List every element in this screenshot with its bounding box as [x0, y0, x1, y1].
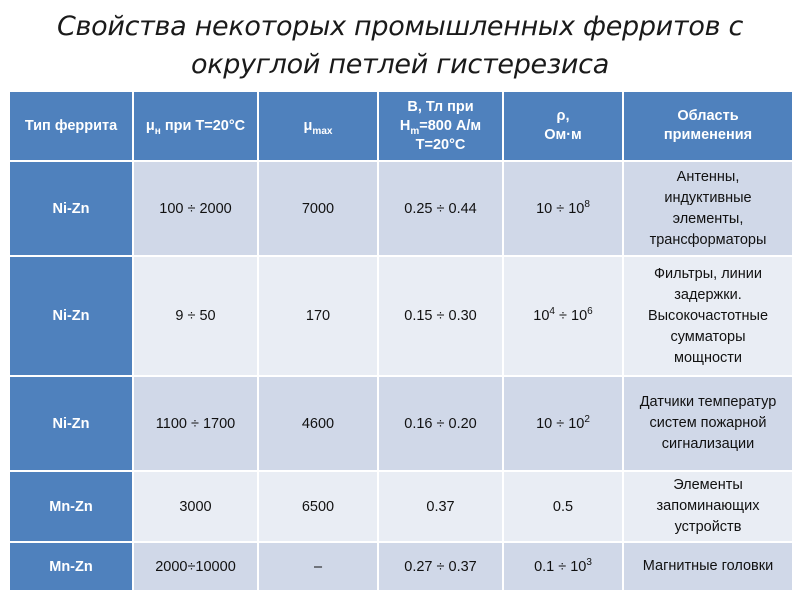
- cell-application: [623, 376, 793, 471]
- cell-resistivity: [503, 161, 623, 256]
- cell-mu-max: 4600: [258, 376, 378, 471]
- header-label: применения: [663, 127, 753, 143]
- cell-mu-max: 7000: [258, 161, 378, 256]
- resistivity-exponent: 8: [584, 198, 590, 210]
- cell-ferrite-type: Ni-Zn: [9, 376, 133, 471]
- ferrites-table: [8, 90, 794, 592]
- header-label: ρ,: [556, 108, 570, 124]
- slide-title-line-2: округлой петлей гистерезиса: [191, 49, 609, 80]
- application-line: индуктивные: [664, 189, 752, 206]
- application-line: сумматоры: [670, 328, 746, 345]
- header-induction: [378, 91, 503, 161]
- cell-resistivity: 0.5: [503, 471, 623, 542]
- application-line: задержки.: [674, 286, 742, 303]
- cell-induction: 0.27 ÷ 0.37: [378, 542, 503, 591]
- header-ferrite-type: [9, 91, 133, 161]
- cell-induction: 0.25 ÷ 0.44: [378, 161, 503, 256]
- header-label: Ом·м: [544, 127, 582, 143]
- header-label: [383, 117, 498, 136]
- header-subscript: max: [312, 125, 333, 137]
- cell-mu-initial: 2000÷10000: [133, 542, 258, 591]
- header-label: H: [399, 117, 411, 134]
- resistivity-exponent: 6: [587, 306, 593, 318]
- cell-ferrite-type: Ni-Zn: [9, 256, 133, 376]
- application-line: трансформаторы: [649, 231, 767, 248]
- application-line: мощности: [673, 349, 743, 366]
- resistivity-value: 10 ÷ 10: [536, 200, 585, 217]
- header-resistivity: [503, 91, 623, 161]
- resistivity-exponent: 2: [584, 413, 590, 425]
- application-line: Антенны,: [676, 168, 740, 185]
- cell-application: [623, 542, 793, 591]
- resistivity-value: ÷ 10: [554, 308, 588, 324]
- resistivity-value: 0.1 ÷ 10: [534, 558, 587, 575]
- cell-mu-max: –: [258, 542, 378, 591]
- table-row: [9, 376, 793, 471]
- application-line: элементы,: [672, 210, 744, 227]
- header-mu-max: [258, 91, 378, 161]
- table-row: [9, 161, 793, 256]
- application-line: сигнализации: [661, 436, 755, 452]
- application-line: запоминающих: [656, 498, 760, 514]
- header-label: T=20°C: [415, 136, 466, 153]
- slide-title: [0, 8, 800, 84]
- cell-ferrite-type: Mn-Zn: [9, 471, 133, 542]
- cell-induction: 0.15 ÷ 0.30: [378, 256, 503, 376]
- header-label: μ: [145, 117, 155, 134]
- cell-ferrite-type: Mn-Zn: [9, 542, 133, 591]
- header-label: Область: [677, 108, 739, 124]
- header-label: μ: [303, 117, 313, 134]
- cell-mu-initial: 9 ÷ 50: [133, 256, 258, 376]
- header-label: при T=20°C: [160, 117, 246, 134]
- header-label: =800 А/м: [419, 117, 482, 134]
- header-label: Тип феррита: [24, 117, 118, 134]
- cell-mu-max: 170: [258, 256, 378, 376]
- cell-application: [623, 471, 793, 542]
- resistivity-exponent: 3: [586, 556, 592, 568]
- resistivity-value: 10 ÷ 10: [536, 415, 585, 432]
- resistivity-value: 10: [533, 308, 550, 324]
- resistivity-exponent: 4: [549, 306, 555, 318]
- cell-application: [623, 161, 793, 256]
- cell-mu-initial: 3000: [133, 471, 258, 542]
- cell-mu-initial: 1100 ÷ 1700: [133, 376, 258, 471]
- application-line: устройств: [674, 519, 742, 535]
- cell-induction: 0.16 ÷ 0.20: [378, 376, 503, 471]
- application-line: Высокочастотные: [647, 307, 769, 324]
- header-application: [623, 91, 793, 161]
- application-line: Элементы: [673, 477, 743, 493]
- cell-induction: 0.37: [378, 471, 503, 542]
- table-row: [9, 471, 793, 542]
- header-subscript: m: [410, 125, 420, 137]
- application-line: Фильтры, линии: [654, 265, 762, 282]
- cell-resistivity: [503, 542, 623, 591]
- header-subscript: н: [154, 125, 161, 137]
- cell-resistivity: [503, 256, 623, 376]
- header-label: B, Тл при: [407, 98, 474, 115]
- table-row: [9, 256, 793, 376]
- slide-title-line-1: Свойства некоторых промышленных ферритов с: [56, 11, 744, 42]
- table-row: [9, 542, 793, 591]
- cell-application: [623, 256, 793, 376]
- application-line: Магнитные головки: [642, 558, 774, 574]
- header-mu-initial: [133, 91, 258, 161]
- application-line: Датчики температур: [639, 394, 777, 410]
- cell-mu-max: 6500: [258, 471, 378, 542]
- table-header-row: [9, 91, 793, 161]
- cell-mu-initial: 100 ÷ 2000: [133, 161, 258, 256]
- cell-ferrite-type: Ni-Zn: [9, 161, 133, 256]
- application-line: систем пожарной: [649, 415, 767, 431]
- cell-resistivity: [503, 376, 623, 471]
